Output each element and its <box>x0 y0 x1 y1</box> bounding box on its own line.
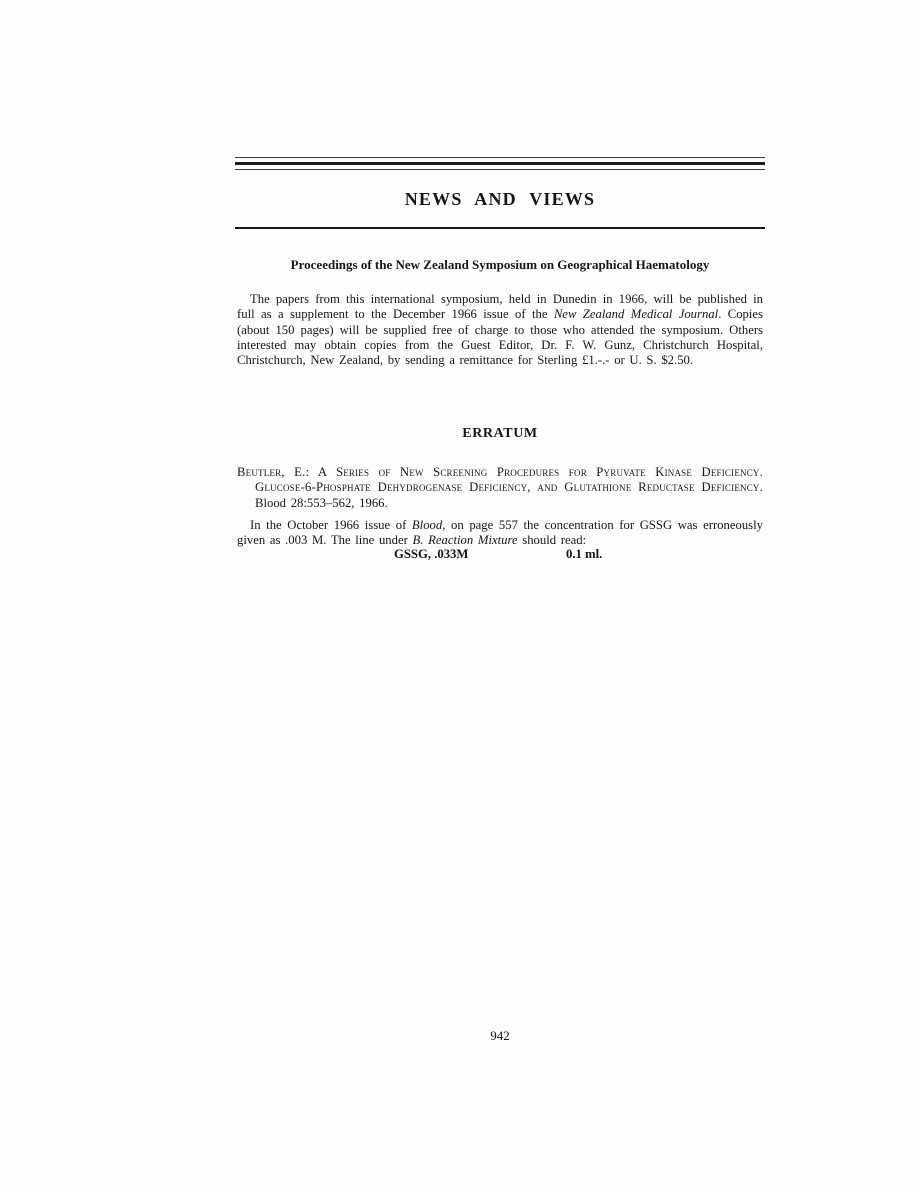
top-rule-line-2 <box>235 162 765 165</box>
correction-right-value: 0.1 ml. <box>566 547 603 561</box>
text-segment: , on page 557 the concentration for GSSG was erroneously given as .003 M. The line under <box>237 517 763 548</box>
text-segment: In the October 1966 issue of <box>250 517 412 532</box>
erratum-reference <box>237 465 763 512</box>
correction-line <box>237 547 763 563</box>
text-segment: should read: <box>517 533 587 548</box>
text-segment: . Copies (about 150 pages) will be supplied free of charge to those who attended the symposium. Others interested may obtain copies from the Guest Editor, Dr. F. W. Gunz, Christchurch Hospital, Christchurch, New Zealand, by sending a remittance for Sterling £1.-.- or U. S. $2.50. <box>237 307 763 368</box>
reference-citation-segment: Blood 28:553–562, 1966. <box>255 495 388 510</box>
journal-title-italic: New Zealand Medical Journal <box>553 307 719 322</box>
page-content <box>237 0 763 1188</box>
symposium-paragraph <box>237 292 763 369</box>
masthead-title: NEWS AND VIEWS <box>404 189 596 209</box>
reaction-mixture-italic: B. Reaction Mixture <box>412 533 518 548</box>
correction-left-value: GSSG, .033M <box>394 547 469 561</box>
top-rule-line-1 <box>235 157 765 158</box>
erratum-heading: ERRATUM <box>462 426 538 441</box>
top-rule-line-3 <box>235 169 765 170</box>
text-segment: The papers from this international symposium, held in Dunedin in 1966, will be published in full as a supplement to the December 1966 issue of the <box>237 291 763 322</box>
erratum-note-paragraph <box>237 518 763 549</box>
blood-journal-italic: Blood <box>411 517 443 532</box>
symposium-heading: Proceedings of the New Zealand Symposium on Geographical Haematology <box>290 257 710 272</box>
reference-smallcaps-segment: Beutler, E.: A Series of New Screening Procedures for Pyruvate Kinase Deficiency. Glucose-6-Phosphate Dehydrogenase Deficiency, and Glutathione Reductase Deficiency. <box>237 464 763 495</box>
page-number: 942 <box>490 1028 510 1043</box>
masthead-bottom-rule <box>235 227 765 229</box>
